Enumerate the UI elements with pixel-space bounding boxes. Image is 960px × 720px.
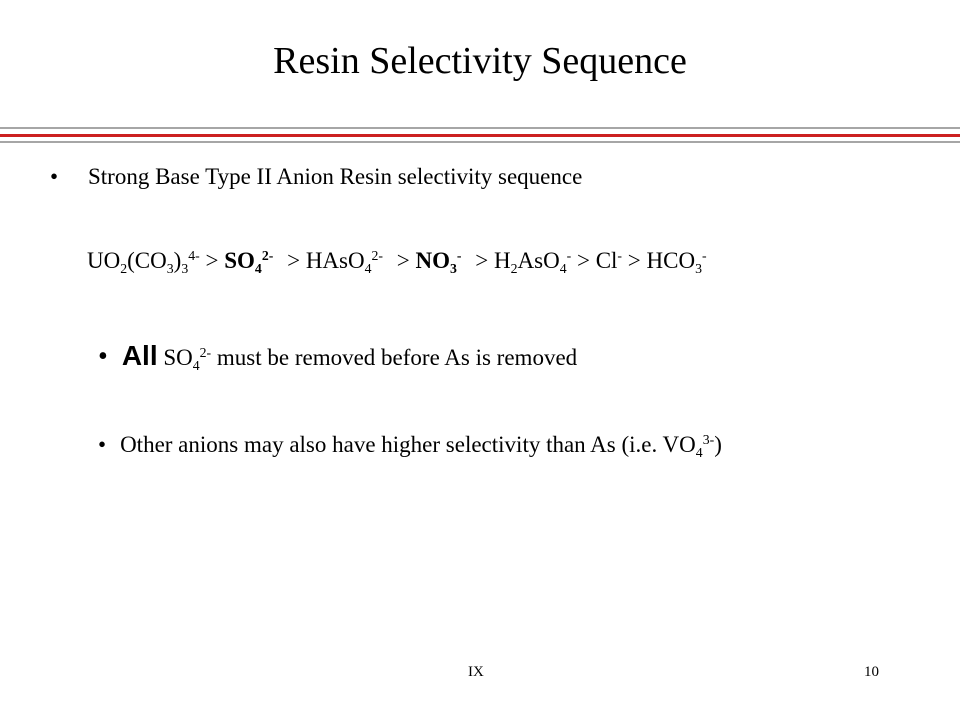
seq-uranyl-carbonate: $UO_2(CO_3)_3^{4-}$	[87, 248, 200, 276]
seq-chloride: Cl-	[595, 248, 623, 273]
title-divider-top	[0, 127, 960, 129]
seq-gt-6: >	[622, 248, 647, 273]
bullet-icon: •	[50, 164, 59, 189]
footer-page-number: 10	[864, 664, 879, 680]
seq-bicarbonate: $HCO_3^-$	[646, 248, 707, 276]
bullet-icon: •	[98, 341, 108, 372]
selectivity-sequence	[87, 244, 707, 278]
seq-sulfate: $SO_4^{2-}$	[224, 248, 274, 276]
seq-nitrate: $NO_3^-$	[415, 248, 462, 276]
seq-gt-1: >	[199, 248, 225, 273]
seq-gt-4: >	[469, 248, 494, 273]
seq-arsenate: HAsO$_4^{2-}$	[305, 248, 383, 276]
title-divider-bottom	[0, 141, 960, 143]
slide-title: Resin Selectivity Sequence	[273, 40, 687, 82]
sub-bullet-sulfate: • All $SO_4^{2-}$ must be removed before As is removed	[98, 340, 578, 373]
seq-gt-2: >	[281, 248, 306, 273]
main-bullet-text: Strong Base Type II Anion Resin selectivity sequence	[88, 164, 583, 189]
title-divider-red	[0, 134, 960, 137]
sub-bullet-other-anions: • Other anions may also have higher selectivity than As (i.e. $VO_4^{3-}$)	[98, 432, 722, 460]
footer-section-label: IX	[468, 664, 484, 680]
seq-dihydrogen-arsenate: $H_2AsO_4^-$	[493, 248, 572, 276]
seq-gt-3: >	[391, 248, 416, 273]
bullet-icon: •	[98, 432, 107, 457]
seq-gt-5: >	[571, 248, 596, 273]
emphasis-all: All	[121, 340, 158, 371]
